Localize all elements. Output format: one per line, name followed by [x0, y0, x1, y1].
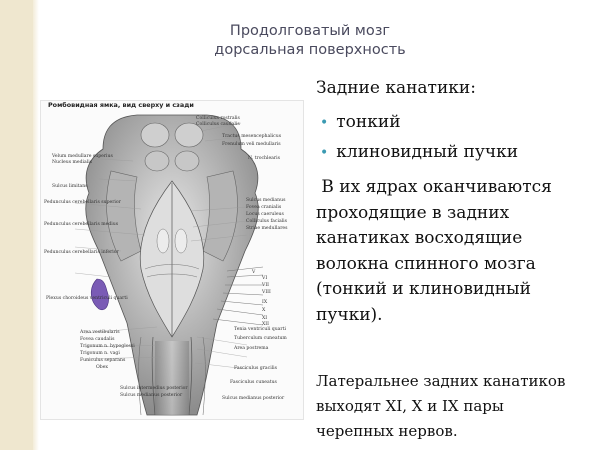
- nerve-label-3: VIII: [262, 290, 271, 295]
- fig-label-left-11: Funiculus separans: [80, 358, 126, 363]
- fig-label-right-1: Colliculus caudalis: [196, 122, 240, 127]
- paragraph-line: проходящие в задних: [316, 202, 510, 223]
- slide-left-band: [0, 0, 33, 450]
- nerve-label-0: V: [252, 270, 256, 275]
- figure-caption: Ромбовидная ямка, вид сверху и сзади: [48, 101, 194, 109]
- fig-label-right-4: N. trochlearis: [248, 156, 280, 161]
- title-line-1: Продолговатый мозг: [229, 23, 391, 39]
- heading-posterior-funiculi: Задние канатики:: [316, 78, 476, 98]
- bullet-text-1: тонкий: [336, 112, 401, 132]
- paragraph-line: волокна спинного мозга: [316, 253, 536, 274]
- fig-label-left-4: Pedunculus cerebellaris medius: [44, 222, 119, 227]
- paragraph2-line: выходят XI, X и IX пары: [316, 397, 504, 415]
- fig-label-right-3: Frenulum veli medullaris: [222, 142, 281, 147]
- fig-label-right-5: Sulcus medianus: [246, 198, 286, 203]
- nerve-label-7: XII: [262, 322, 269, 327]
- paragraph-cranial-nerves: [316, 369, 586, 444]
- fig-label-left-13: Sulcus intermedius posterior: [120, 386, 188, 391]
- fig-label-right-7: Locus caeruleus: [246, 212, 284, 217]
- nerve-label-2: VII: [262, 283, 269, 288]
- title-line-2: дорсальная поверхность: [214, 42, 406, 58]
- paragraph-line: (тонкий и клиновидный: [316, 279, 531, 300]
- fig-label-left-3: Pedunculus cerebellaris superior: [44, 200, 121, 205]
- fig-label-left-0: Velum medullare superius: [52, 154, 113, 159]
- fig-label-right-9: Striae medullares: [246, 226, 288, 231]
- paragraph-line: канатиках восходящие: [316, 228, 523, 249]
- fig-label-left-7: Area vestibularis: [80, 330, 120, 335]
- anatomy-figure: [40, 100, 304, 420]
- brainstem-illustration: [41, 101, 303, 419]
- nerve-label-5: X: [262, 308, 266, 313]
- paragraph-line: В их ядрах оканчиваются: [316, 177, 552, 197]
- fig-label-left-9: Trigonum n. hypoglossi: [80, 344, 135, 349]
- fig-label-right-0: Colliculus rostralis: [196, 116, 240, 121]
- fig-label-right-13: Fasciculus gracilis: [234, 366, 278, 371]
- fig-label-left-8: Fovea caudalis: [80, 337, 115, 342]
- bullet-dot-icon: •: [320, 115, 329, 131]
- fig-label-left-14: Sulcus medianus posterior: [120, 393, 183, 398]
- fig-label-right-15: Sulcus medianus posterior: [222, 396, 285, 401]
- paragraph2-line: черепных нервов.: [316, 422, 458, 440]
- fig-label-right-11: Tuberculum cuneatum: [234, 336, 287, 341]
- fig-label-left-1: Nucleus medialis: [52, 160, 93, 165]
- fig-label-left-5: Pedunculus cerebellaris inferior: [44, 250, 119, 255]
- bullet-dot-icon: •: [320, 145, 329, 161]
- fig-label-right-8: Colliculus facialis: [246, 219, 287, 224]
- bullet-item-2: [320, 142, 518, 162]
- slide-title: [150, 22, 470, 60]
- paragraph2-line: Латеральнее задних канатиков: [316, 372, 566, 390]
- bullet-text-2: клиновидный пучки: [336, 142, 519, 162]
- fig-label-right-10: Tenia ventriculi quarti: [234, 327, 286, 332]
- nerve-label-6: XI: [262, 316, 268, 321]
- fig-label-left-6: Plexus choroideus ventriculi quarti: [46, 296, 128, 301]
- paragraph-nuclei: [316, 175, 591, 329]
- fig-label-left-2: Sulcus limitans: [52, 184, 88, 189]
- fig-label-left-12: Obex: [96, 365, 109, 370]
- fig-label-right-6: Fovea cranialis: [246, 205, 282, 210]
- nerve-label-1: VI: [262, 276, 268, 281]
- fig-label-right-2: Tractus mesencephalicus: [222, 134, 282, 139]
- nerve-label-4: IX: [262, 300, 268, 305]
- fig-label-left-10: Trigonum n. vagi: [80, 351, 120, 356]
- bullet-item-1: [320, 112, 401, 132]
- paragraph-line: пучки).: [316, 304, 383, 325]
- fig-label-right-12: Area postrema: [234, 346, 269, 351]
- fig-label-right-14: Fasciculus cuneatus: [230, 380, 277, 385]
